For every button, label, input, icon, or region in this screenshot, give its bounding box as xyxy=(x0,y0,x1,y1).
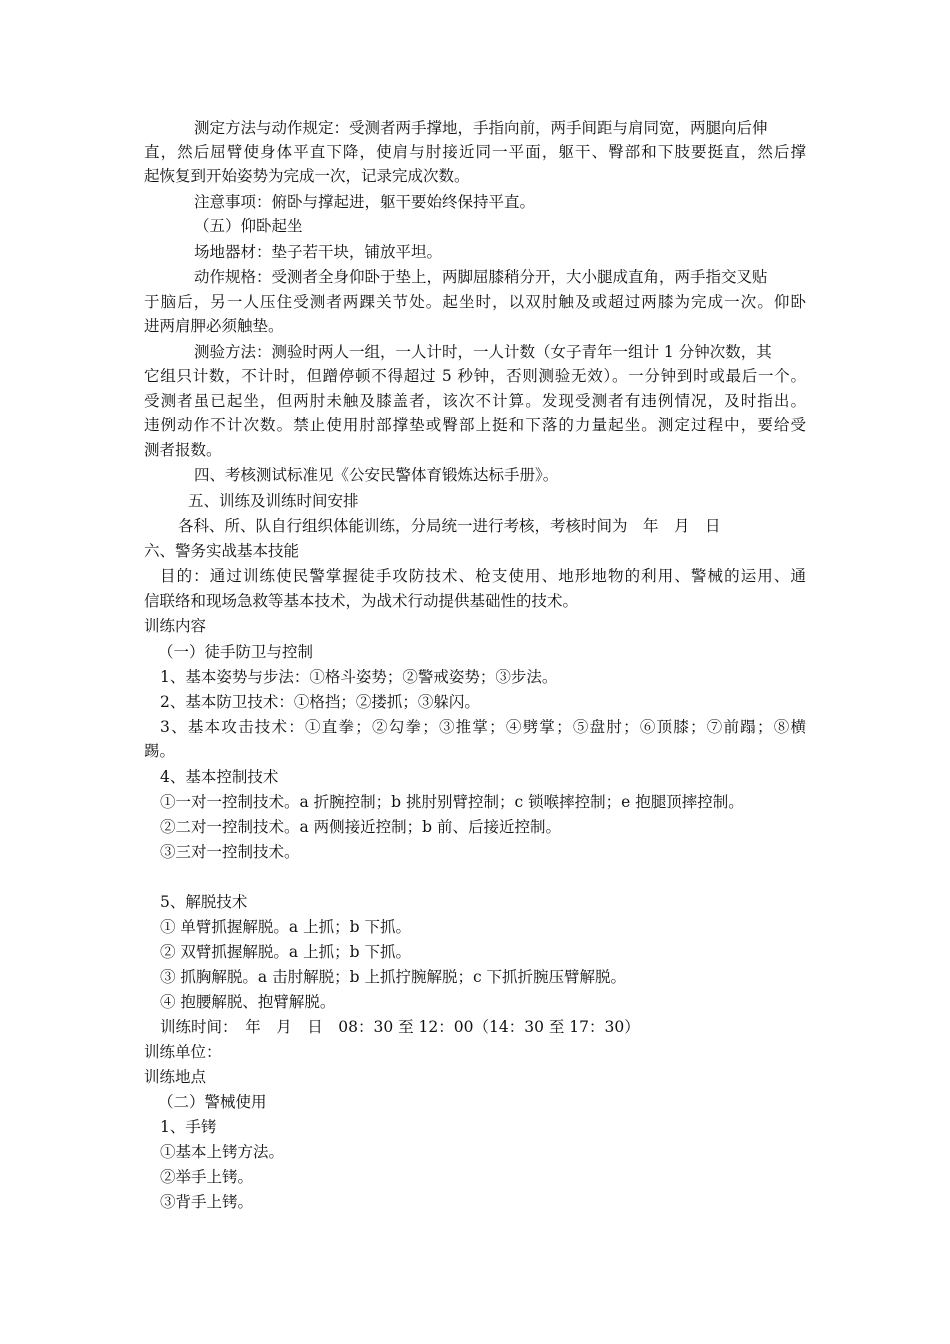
list-item: 3、基本攻击技术：①直拳；②勾拳；③推掌；④劈掌；⑤盘肘；⑥顶膝；⑦前蹋；⑧横 xyxy=(160,718,806,736)
list-item: 5、解脱技术 xyxy=(160,893,248,911)
paragraph-line: 测定方法与动作规定：受测者两手撑地，手指向前，两手间距与肩同宽，两腿向后伸 xyxy=(194,119,768,137)
list-item: ③ 抓胸解脱。a 击肘解脱；b 上抓拧腕解脱；c 下抓折腕压臂解脱。 xyxy=(160,968,627,986)
paragraph-line: 训练时间： 年 月 日 08：30 至 12：00（14：30 至 17：30） xyxy=(160,1018,640,1036)
section-heading: 六、警务实战基本技能 xyxy=(144,542,300,560)
section-heading: 四、考核测试标准见《公安民警体育锻炼达标手册》。 xyxy=(194,466,559,484)
section-heading: 训练内容 xyxy=(144,617,207,635)
list-item: ③三对一控制技术。 xyxy=(160,843,300,861)
list-item: ② 双臂抓握解脱。a 上抓；b 下抓。 xyxy=(160,943,411,961)
paragraph-line: 于脑后，另一人压住受测者两踝关节处。起坐时，以双肘触及或超过两膝为完成一次。仰卧 xyxy=(144,293,806,311)
list-item: ②二对一控制技术。a 两侧接近控制；b 前、后接近控制。 xyxy=(160,818,562,836)
section-heading: （一）徒手防卫与控制 xyxy=(158,643,314,661)
list-item: 4、基本控制技术 xyxy=(160,768,279,786)
list-item: ①基本上铐方法。 xyxy=(160,1143,285,1161)
paragraph-line: 信联络和现场急救等基本技术，为战术行动提供基础性的技术。 xyxy=(144,592,579,610)
section-heading: （二）警械使用 xyxy=(158,1093,267,1111)
list-item: 2、基本防卫技术：①格挡；②搂抓；③躲闪。 xyxy=(160,693,480,711)
list-item: ①一对一控制技术。a 折腕控制；b 挑肘别臂控制；c 锁喉摔控制；e 抱腿顶摔控制。 xyxy=(160,793,744,811)
list-item: 1、基本姿势与步法：①格斗姿势；②警戒姿势；③步法。 xyxy=(160,668,558,686)
section-heading: 五、训练及训练时间安排 xyxy=(188,492,359,510)
paragraph-line: 训练单位： xyxy=(144,1043,222,1061)
list-item: ②举手上铐。 xyxy=(160,1168,254,1186)
paragraph-line: 受测者虽已起坐，但两肘未触及膝盖者，该次不计算。发现受测者有违例情况，及时指出。 xyxy=(144,392,806,410)
section-heading: （五）仰卧起坐 xyxy=(194,217,303,235)
paragraph-line: 直，然后屈臂使身体平直下降，使肩与肘接近同一平面，躯干、臀部和下肢要挺直，然后撑 xyxy=(144,143,806,161)
list-item: 踢。 xyxy=(144,742,176,760)
paragraph-line: 场地器材：垫子若干块，铺放平坦。 xyxy=(194,243,443,261)
paragraph-line: 各科、所、队自行组织体能训练，分局统一进行考核，考核时间为 年 月 日 xyxy=(178,517,721,535)
paragraph-line: 进两肩胛必须触垫。 xyxy=(144,317,284,335)
list-item: 1、手铐 xyxy=(160,1118,217,1136)
paragraph-line: 目的：通过训练使民警掌握徒手攻防技术、枪支使用、地形地物的利用、警械的运用、通 xyxy=(160,567,806,585)
paragraph-line: 起恢复到开始姿势为完成一次，记录完成次数。 xyxy=(144,167,470,185)
paragraph-line: 注意事项：俯卧与撑起进，躯干要始终保持平直。 xyxy=(194,193,536,211)
list-item: ③背手上铐。 xyxy=(160,1193,254,1211)
paragraph-line: 测验方法：测验时两人一组，一人计时，一人计数（女子青年一组计 1 分钟次数，其 xyxy=(194,343,772,361)
paragraph-line: 动作规格：受测者全身仰卧于垫上，两脚屈膝稍分开，大小腿成直角，两手指交叉贴 xyxy=(194,268,768,286)
paragraph-line: 违例动作不计次数。禁止使用肘部撑垫或臀部上挺和下落的力量起坐。测定过程中，要给受 xyxy=(144,416,806,434)
paragraph-line: 训练地点 xyxy=(144,1068,207,1086)
list-item: ④ 抱腰解脱、抱臂解脱。 xyxy=(160,993,336,1011)
paragraph-line: 测者报数。 xyxy=(144,441,222,459)
list-item: ① 单臂抓握解脱。a 上抓；b 下抓。 xyxy=(160,918,411,936)
paragraph-line: 它组只计数，不计时，但蹭停顿不得超过 5 秒钟，否则测验无效）。一分钟到时或最后一个。 xyxy=(144,367,806,385)
